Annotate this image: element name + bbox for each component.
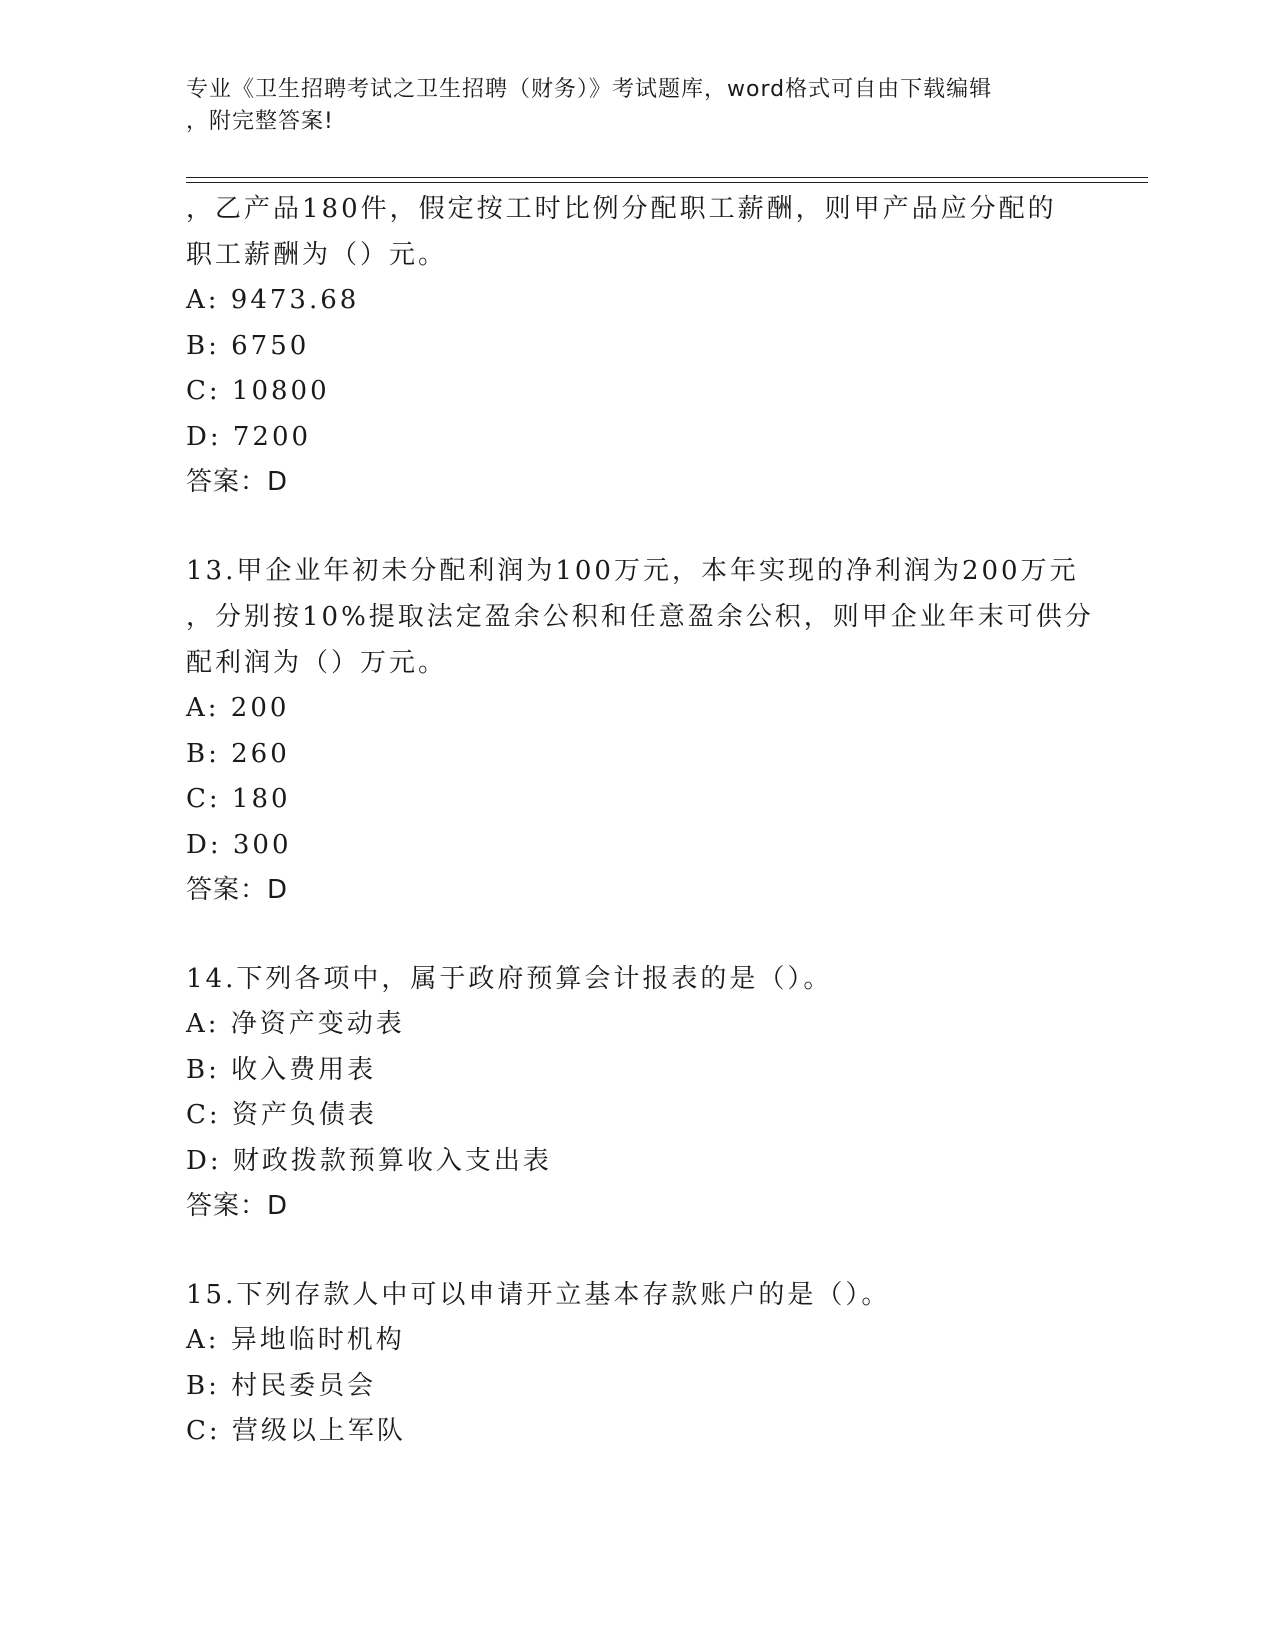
question-list [186, 186, 1094, 1455]
option-a: A: 9473.68 [186, 285, 360, 315]
question-15 [186, 1272, 1086, 1455]
header-line-2: ，附完整答案! [186, 109, 334, 134]
option-d: D: 300 [186, 829, 292, 860]
option-c: C: 资产负债表 [186, 1100, 377, 1130]
question-stem-line: 配利润为（）万元。 [186, 648, 448, 678]
document-header [186, 74, 1066, 138]
option-a: A: 200 [186, 693, 290, 723]
question-14 [186, 956, 1086, 1229]
header-rule-top [186, 177, 1148, 178]
option-a: A: 异地临时机构 [186, 1325, 405, 1355]
answer: 答案：D [186, 467, 289, 497]
option-c: C: 180 [186, 784, 291, 814]
question-stem-line: 职工薪酬为（）元。 [186, 240, 448, 270]
option-b: B: 260 [186, 738, 290, 769]
option-c: C: 营级以上军队 [186, 1416, 406, 1446]
spacer [186, 505, 1086, 548]
option-a: A: 净资产变动表 [186, 1009, 405, 1039]
header-rule-bottom [186, 182, 1148, 183]
header-line-1: 专业《卫生招聘考试之卫生招聘（财务）》考试题库，word格式可自由下载编辑 [186, 77, 993, 102]
question-12 [186, 186, 1086, 505]
spacer [186, 913, 1086, 956]
question-stem-line: 15.下列存款人中可以申请开立基本存款账户的是（）。 [186, 1280, 891, 1310]
option-c: C: 10800 [186, 376, 330, 406]
option-d: D: 7200 [186, 421, 312, 452]
question-13 [186, 548, 1094, 913]
question-stem-line: 14.下列各项中，属于政府预算会计报表的是（）。 [186, 964, 833, 994]
option-d: D: 财政拨款预算收入支出表 [186, 1145, 552, 1176]
answer: 答案：D [186, 875, 289, 905]
spacer [186, 1229, 1086, 1272]
option-b: B: 村民委员会 [186, 1370, 377, 1401]
answer: 答案：D [186, 1191, 289, 1221]
question-stem-line: ，乙产品180件，假定按工时比例分配职工薪酬，则甲产品应分配的 [186, 194, 1057, 224]
option-b: B: 6750 [186, 330, 310, 361]
question-stem-line: 13.甲企业年初未分配利润为100万元，本年实现的净利润为200万元 [186, 556, 1079, 586]
option-b: B: 收入费用表 [186, 1054, 377, 1085]
question-stem-line: ，分别按10%提取法定盈余公积和任意盈余公积，则甲企业年末可供分 [186, 602, 1094, 632]
